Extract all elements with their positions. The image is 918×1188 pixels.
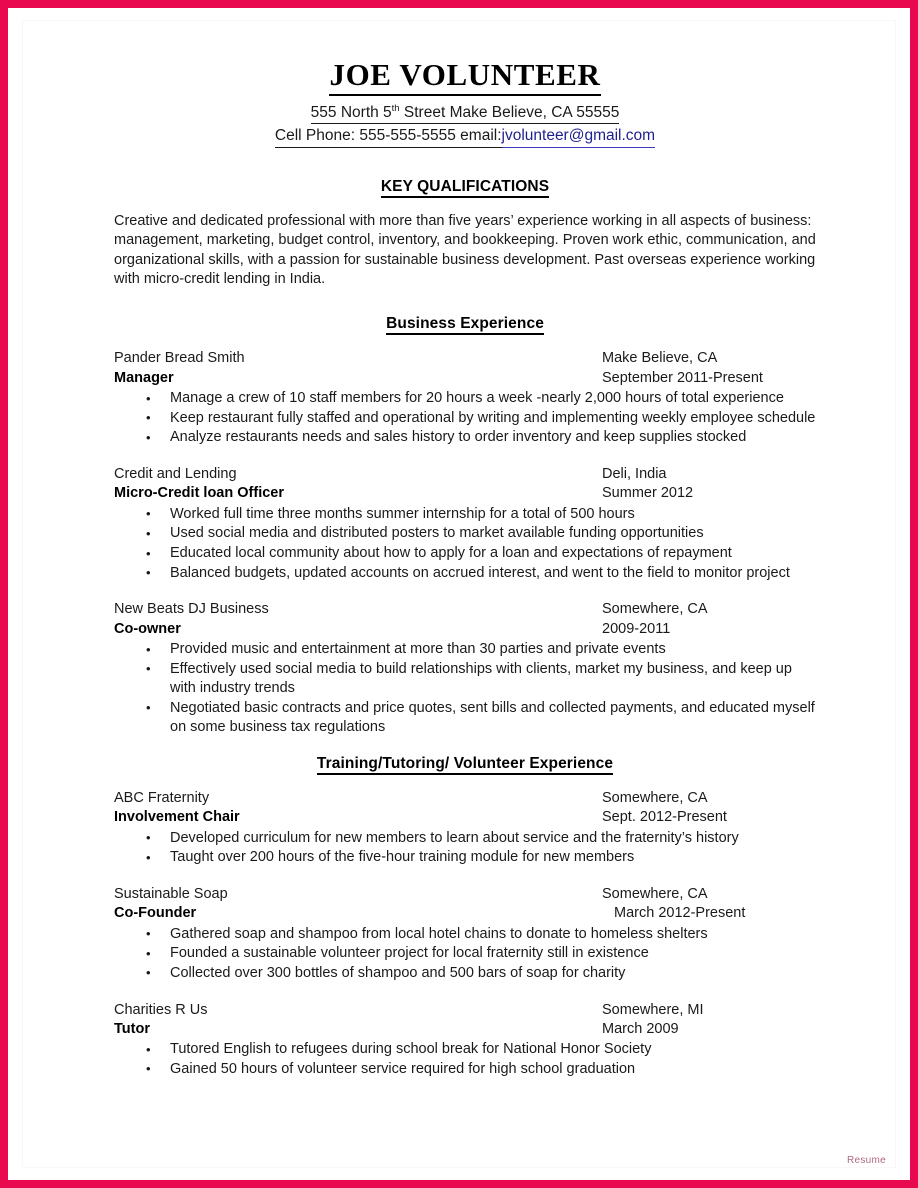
entry-title-line [114, 620, 816, 639]
address-suffix: Street Make Believe, CA 55555 [399, 103, 620, 121]
business-experience-heading-text: Business Experience [386, 315, 544, 335]
list-item: • Founded a sustainable volunteer project for local fraternity still in existence [114, 944, 816, 964]
page-sheet [22, 20, 896, 1168]
entry-bullet-list [114, 505, 816, 583]
experience-entry [114, 885, 816, 984]
entry-organization: Sustainable Soap [114, 885, 228, 902]
candidate-name: JOE VOLUNTEER [329, 58, 600, 96]
entry-bullet-list [114, 925, 816, 984]
candidate-address [311, 103, 620, 124]
resume-document [114, 58, 816, 1148]
entry-job-title: Involvement Chair [114, 809, 240, 826]
entry-dates: 2009-2011 [602, 620, 671, 637]
list-item: • Negotiated basic contracts and price quotes, sent bills and collected payments, and educated myself on some business tax regulations [114, 699, 816, 738]
entry-organization-line [114, 1001, 816, 1020]
entry-location: Somewhere, CA [602, 789, 708, 806]
list-item: • Provided music and entertainment at more than 30 parties and private events [114, 640, 816, 660]
entry-title-line [114, 369, 816, 388]
key-qualifications-heading-text: KEY QUALIFICATIONS [381, 178, 549, 198]
entry-bullet-list [114, 1040, 816, 1079]
entry-job-title: Co-Founder [114, 905, 197, 922]
list-item: • Developed curriculum for new members to learn about service and the fraternity’s history [114, 829, 816, 849]
volunteer-experience-heading [114, 755, 816, 775]
list-item: • Analyze restaurants needs and sales history to order inventory and keep supplies stocked [114, 428, 816, 448]
entry-organization: Credit and Lending [114, 466, 237, 482]
list-item: • Gathered soap and shampoo from local hotel chains to donate to homeless shelters [114, 925, 816, 945]
address-ordinal-suffix: th [391, 102, 400, 114]
qualifications-summary: Creative and dedicated professional with more than five years’ experience working in all aspects of business: management, marketing, budget control, inventory, and bookkeeping. Proven work ethic, communication, and organizational skills, with a passion for sustainable business development. Past overseas experience working with micro-credit lending in India. [114, 212, 816, 287]
list-item: • Educated local community about how to apply for a loan and expectations of repayment [114, 544, 816, 564]
list-item: • Worked full time three months summer internship for a total of 500 hours [114, 505, 816, 525]
entry-organization-line [114, 885, 816, 904]
entry-organization: ABC Fraternity [114, 789, 210, 806]
entry-dates: March 2009 [602, 1020, 679, 1037]
entry-bullet-list [114, 640, 816, 738]
list-item: • Keep restaurant fully staffed and operational by writing and implementing weekly employee schedule [114, 409, 816, 429]
entry-location: Somewhere, MI [602, 1001, 704, 1018]
entry-job-title: Manager [114, 369, 174, 386]
entry-title-line [114, 484, 816, 503]
section-business-experience [114, 315, 816, 738]
entry-dates: Sept. 2012-Present [602, 809, 727, 826]
entry-bullet-list [114, 829, 816, 868]
entry-job-title: Co-owner [114, 620, 181, 637]
entry-job-title: Micro-Credit loan Officer [114, 485, 284, 502]
volunteer-experience-entries [114, 789, 816, 1080]
list-item: • Used social media and distributed posters to market available funding opportunities [114, 524, 816, 544]
list-item: • Balanced budgets, updated accounts on accrued interest, and went to the field to monitor project [114, 564, 816, 584]
experience-entry [114, 789, 816, 868]
entry-organization-line [114, 789, 816, 808]
experience-entry [114, 1001, 816, 1080]
candidate-contact [275, 126, 655, 148]
entry-location: Deli, India [602, 466, 667, 482]
entry-dates: March 2012-Present [614, 905, 746, 922]
email-link[interactable]: jvolunteer@gmail.com [502, 126, 656, 148]
entry-organization-line [114, 349, 816, 368]
list-item: • Effectively used social media to build relationships with clients, market my business, and keep up with industry trends [114, 660, 816, 699]
entry-bullet-list [114, 389, 816, 448]
entry-title-line [114, 808, 816, 827]
entry-title-line [114, 1020, 816, 1039]
list-item: • Manage a crew of 10 staff members for 20 hours a week -nearly 2,000 hours of total experience [114, 389, 816, 409]
volunteer-experience-heading-text: Training/Tutoring/ Volunteer Experience [317, 755, 613, 775]
list-item: • Tutored English to refugees during school break for National Honor Society [114, 1040, 816, 1060]
experience-entry [114, 465, 816, 583]
list-item: • Taught over 200 hours of the five-hour training module for new members [114, 848, 816, 868]
business-experience-entries [114, 349, 816, 738]
phone-text: Cell Phone: 555-555-5555 email: [275, 126, 502, 148]
entry-location: Make Believe, CA [602, 350, 718, 367]
address-prefix: 555 North 5 [310, 103, 392, 121]
list-item: • Gained 50 hours of volunteer service required for high school graduation [114, 1060, 816, 1080]
entry-job-title: Tutor [114, 1020, 150, 1037]
resume-header [114, 58, 816, 148]
entry-organization-line [114, 465, 816, 484]
page-watermark: Resume [846, 1155, 886, 1166]
list-item: • Collected over 300 bottles of shampoo and 500 bars of soap for charity [114, 964, 816, 984]
entry-organization: New Beats DJ Business [114, 601, 269, 618]
entry-organization: Charities R Us [114, 1001, 208, 1018]
entry-title-line [114, 904, 816, 923]
business-experience-heading [114, 315, 816, 335]
key-qualifications-heading [114, 178, 816, 198]
entry-organization-line [114, 600, 816, 619]
section-volunteer-experience [114, 755, 816, 1080]
entry-location: Somewhere, CA [602, 885, 708, 902]
entry-location: Somewhere, CA [602, 601, 708, 618]
section-key-qualifications [114, 178, 816, 290]
experience-entry [114, 600, 816, 738]
entry-dates: Summer 2012 [602, 485, 694, 502]
entry-dates: September 2011-Present [602, 369, 763, 386]
entry-organization: Pander Bread Smith [114, 350, 245, 367]
experience-entry [114, 349, 816, 448]
